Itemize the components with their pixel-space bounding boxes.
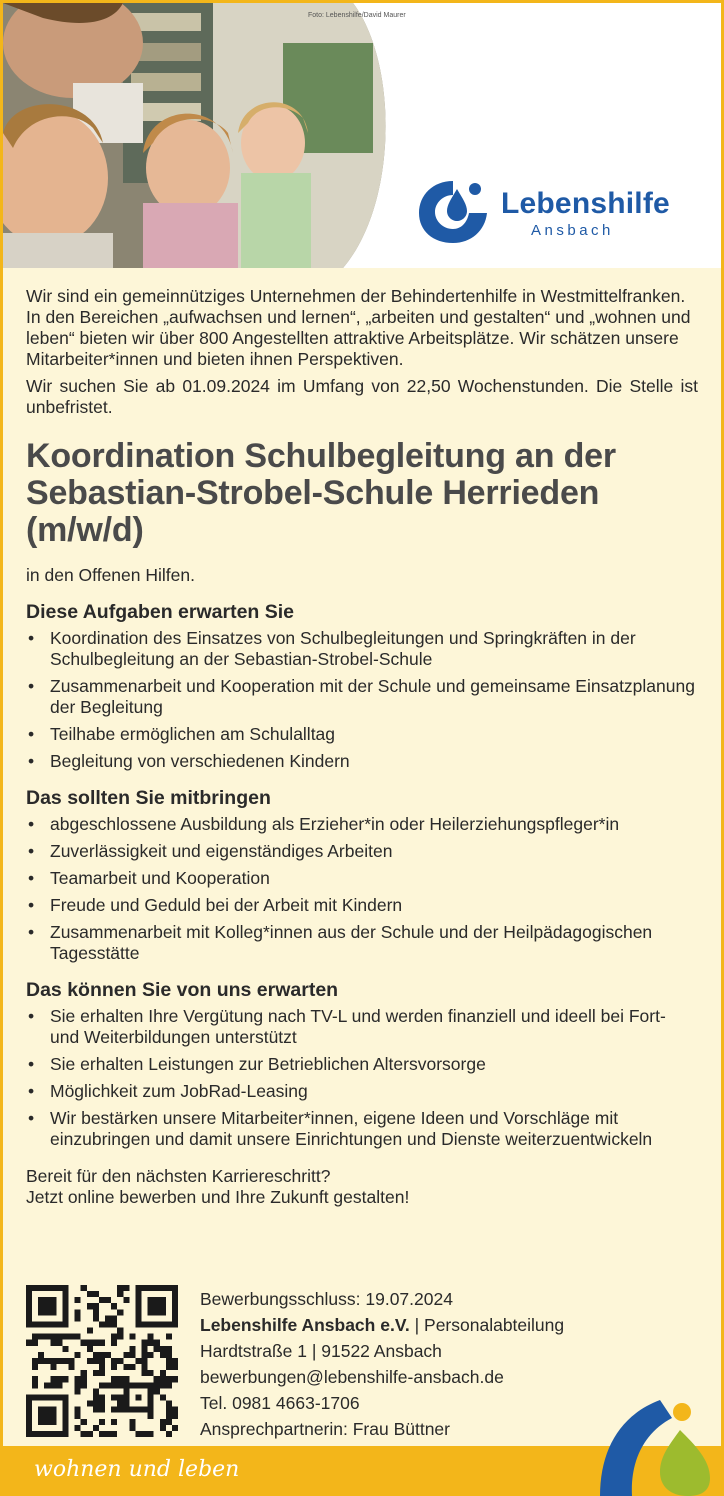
footer-slogan: wohnen und leben	[34, 1457, 240, 1482]
list-item: • Teamarbeit und Kooperation	[26, 868, 698, 889]
list-item: • Zuverlässigkeit und eigenständiges Arbeiten	[26, 841, 698, 862]
organization-name: Lebenshilfe Ansbach e.V.	[200, 1315, 410, 1335]
list-item: • Koordination des Einsatzes von Schulbegleitungen und Springkräften in der Schulbegleitung an der Sebastian-Strobel-Schule	[26, 628, 698, 670]
contact-block	[200, 1286, 564, 1442]
logo-swoosh-decoration	[560, 1360, 724, 1496]
tasks-heading: Diese Aufgaben erwarten Sie	[26, 601, 295, 623]
list-item: • Sie erhalten Ihre Vergütung nach TV-L und werden finanziell und ideell bei Fort- und Weiterbildungen unterstützt	[26, 1006, 698, 1048]
organization-line	[200, 1312, 564, 1338]
address: Hardtstraße 1 | 91522 Ansbach	[200, 1341, 442, 1361]
requirements-list	[26, 814, 698, 964]
contact-person: Ansprechpartnerin: Frau Büttner	[200, 1419, 450, 1439]
list-item: • Sie erhalten Leistungen zur Betrieblichen Altersvorsorge	[26, 1054, 698, 1075]
list-item: • Wir bestärken unsere Mitarbeiter*innen, eigene Ideen und Vorschläge mit einzubringen und damit unsere Einrichtungen und Dienste weiterzuentwickeln	[26, 1108, 698, 1150]
benefits-heading: Das können Sie von uns erwarten	[26, 979, 339, 1001]
children-photo	[3, 3, 393, 268]
list-item: • Zusammenarbeit mit Kolleg*innen aus der Schule und der Heilpädagogischen Tagesstätte	[26, 922, 698, 964]
lebenshilfe-logo	[415, 175, 675, 247]
header-area	[3, 3, 721, 268]
department: | Personalabteilung	[409, 1315, 565, 1335]
list-item: • Teilhabe ermöglichen am Schulalltag	[26, 724, 698, 745]
ad-content	[26, 286, 698, 1208]
tasks-list	[26, 628, 698, 772]
photo-credit: Foto: Lebenshilfe/David Maurer	[308, 12, 406, 19]
cta-line-2: Jetzt online bewerben und Ihre Zukunft gestalten!	[26, 1187, 410, 1207]
requirements-heading: Das sollten Sie mitbringen	[26, 787, 271, 809]
list-item: • Zusammenarbeit und Kooperation mit der Schule und gemeinsame Einsatzplanung der Begleitung	[26, 676, 698, 718]
email-link[interactable]: bewerbungen@lebenshilfe-ansbach.de	[200, 1367, 504, 1387]
cta-line-1: Bereit für den nächsten Karriereschritt?	[26, 1166, 331, 1186]
benefits-list	[26, 1006, 698, 1150]
intro-position-details: Wir suchen Sie ab 01.09.2024 im Umfang von 22,50 Wochenstunden. Die Stelle ist unbefristet.	[26, 376, 698, 417]
phone: Tel. 0981 4663-1706	[200, 1393, 360, 1413]
application-deadline: Bewerbungsschluss: 19.07.2024	[200, 1289, 453, 1309]
logo-name: Lebenshilfe	[501, 187, 670, 220]
intro-paragraph: Wir sind ein gemeinnütziges Unternehmen der Behindertenhilfe in Westmittelfranken. In den Bereichen „aufwachsen und lernen“, „arbeiten und gestalten“ und „wohnen und leben“ bieten wir über 800 Angestellten attraktive Arbeitsplätze. Wir schätzen unsere Mitarbeiter*innen und bieten ihnen Perspektiven.	[26, 286, 691, 369]
list-item: • Freude und Geduld bei der Arbeit mit Kindern	[26, 895, 698, 916]
list-item: • Möglichkeit zum JobRad-Leasing	[26, 1081, 698, 1102]
logo-city: Ansbach	[531, 222, 614, 239]
list-item: • abgeschlossene Ausbildung als Erzieher*in oder Heilerziehungspfleger*in	[26, 814, 698, 835]
list-item: • Begleitung von verschiedenen Kindern	[26, 751, 698, 772]
qr-code[interactable]	[26, 1285, 178, 1437]
job-subtitle: in den Offenen Hilfen.	[26, 565, 195, 585]
job-title: Koordination Schulbegleitung an der Sebastian-Strobel-Schule Herrieden (m/w/d)	[26, 437, 616, 549]
lebenshilfe-logo-icon	[415, 175, 491, 247]
